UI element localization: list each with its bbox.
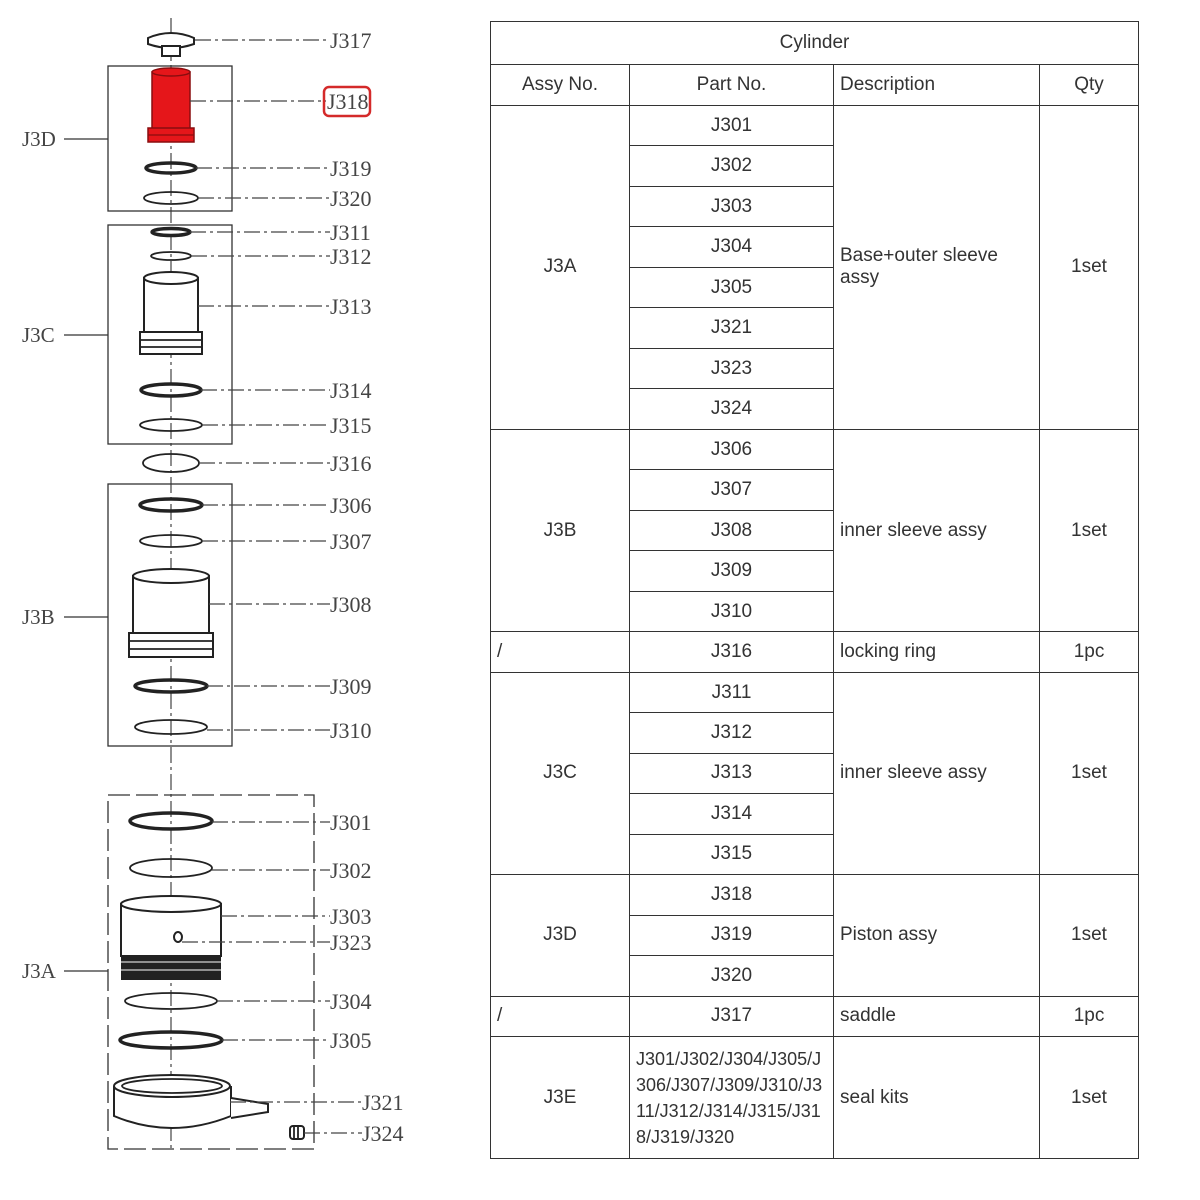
part-cell: J318 (630, 875, 834, 915)
header-qty: Qty (1040, 65, 1139, 106)
qty-cell: 1set (1040, 1037, 1139, 1159)
assy-cell: / (491, 996, 630, 1036)
assy-cell: J3C (491, 672, 630, 874)
description-cell: Base+outer sleeve assy (834, 106, 1040, 430)
qty-cell: 1set (1040, 672, 1139, 874)
part-j313-sleeve (140, 272, 202, 354)
description-cell: inner sleeve assy (834, 672, 1040, 874)
callout-j313: J313 (330, 294, 372, 319)
group-bracket-j3d (22, 66, 232, 211)
header-description: Description (834, 65, 1040, 106)
qty-cell: 1set (1040, 429, 1139, 631)
header-part-no: Part No. (630, 65, 834, 106)
part-cell: J303 (630, 186, 834, 226)
part-cell: J301 (630, 106, 834, 146)
callout-j308: J308 (330, 592, 372, 617)
part-cell: J308 (630, 510, 834, 550)
part-j308-sleeve (129, 569, 213, 657)
callout-j321: J321 (362, 1090, 404, 1115)
callout-j317: J317 (330, 28, 372, 53)
part-cell: J313 (630, 753, 834, 793)
part-cell: J321 (630, 308, 834, 348)
part-cell: J323 (630, 348, 834, 388)
part-cell: J312 (630, 713, 834, 753)
table-row (491, 632, 1139, 672)
callout-j306: J306 (330, 493, 372, 518)
callout-j309: J309 (330, 674, 372, 699)
part-cell: J301/J302/J304/J305/J306/J307/J309/J310/J311/J312/J314/J315/J318/J319/J320 (630, 1037, 834, 1159)
callout-j311: J311 (330, 220, 371, 245)
part-cell: J311 (630, 672, 834, 712)
callout-j324: J324 (362, 1121, 404, 1146)
table-row (491, 1037, 1139, 1159)
table-row (491, 996, 1139, 1036)
qty-cell: 1set (1040, 875, 1139, 996)
callout-j301: J301 (330, 810, 372, 835)
description-cell: saddle (834, 996, 1040, 1036)
callout-labels (327, 28, 404, 1146)
part-cell: J310 (630, 591, 834, 631)
group-label-j3d: J3D (22, 127, 56, 151)
part-cell: J309 (630, 551, 834, 591)
part-cell: J315 (630, 834, 834, 874)
part-cell: J302 (630, 146, 834, 186)
part-cell: J306 (630, 429, 834, 469)
part-j324-coupler (290, 1126, 304, 1139)
qty-cell: 1pc (1040, 996, 1139, 1036)
assy-cell: J3D (491, 875, 630, 996)
part-cell: J307 (630, 470, 834, 510)
parts-table (490, 21, 1139, 1159)
callout-j305: J305 (330, 1028, 372, 1053)
assy-cell: J3B (491, 429, 630, 631)
part-cell: J324 (630, 389, 834, 429)
callout-j319: J319 (330, 156, 372, 181)
callout-j323: J323 (330, 930, 372, 955)
part-cell: J317 (630, 996, 834, 1036)
part-cell: J314 (630, 794, 834, 834)
part-cell: J316 (630, 632, 834, 672)
part-j311-seal (152, 229, 190, 236)
callout-j315: J315 (330, 413, 372, 438)
group-label-j3a: J3A (22, 959, 56, 983)
description-cell: inner sleeve assy (834, 429, 1040, 631)
part-cell: J320 (630, 956, 834, 996)
assy-cell: / (491, 632, 630, 672)
callout-j307: J307 (330, 529, 372, 554)
table-row (491, 429, 1139, 469)
description-cell: seal kits (834, 1037, 1040, 1159)
part-j303-outer-sleeve (121, 896, 221, 980)
callout-j320: J320 (330, 186, 372, 211)
table-row (491, 875, 1139, 915)
part-cell: J304 (630, 227, 834, 267)
exploded-parts-diagram (0, 0, 480, 1200)
callout-j304: J304 (330, 989, 372, 1014)
callout-j312: J312 (330, 244, 372, 269)
callout-j302: J302 (330, 858, 372, 883)
part-cell: J305 (630, 267, 834, 307)
callout-j303: J303 (330, 904, 372, 929)
part-j323-fitting (174, 932, 182, 942)
group-label-j3b: J3B (22, 605, 55, 629)
part-j318-piston (148, 68, 194, 142)
table-row (491, 672, 1139, 712)
qty-cell: 1set (1040, 106, 1139, 430)
description-cell: Piston assy (834, 875, 1040, 996)
qty-cell: 1pc (1040, 632, 1139, 672)
callout-j316: J316 (330, 451, 372, 476)
callout-j310: J310 (330, 718, 372, 743)
table-title: Cylinder (491, 22, 1139, 65)
part-j317-saddle (148, 33, 194, 56)
callout-j314: J314 (330, 378, 372, 403)
table-row (491, 106, 1139, 146)
assy-cell: J3A (491, 106, 630, 430)
description-cell: locking ring (834, 632, 1040, 672)
group-label-j3c: J3C (22, 323, 55, 347)
callout-j318: J318 (327, 89, 369, 114)
header-assy-no: Assy No. (491, 65, 630, 106)
part-cell: J319 (630, 915, 834, 955)
assy-cell: J3E (491, 1037, 630, 1159)
